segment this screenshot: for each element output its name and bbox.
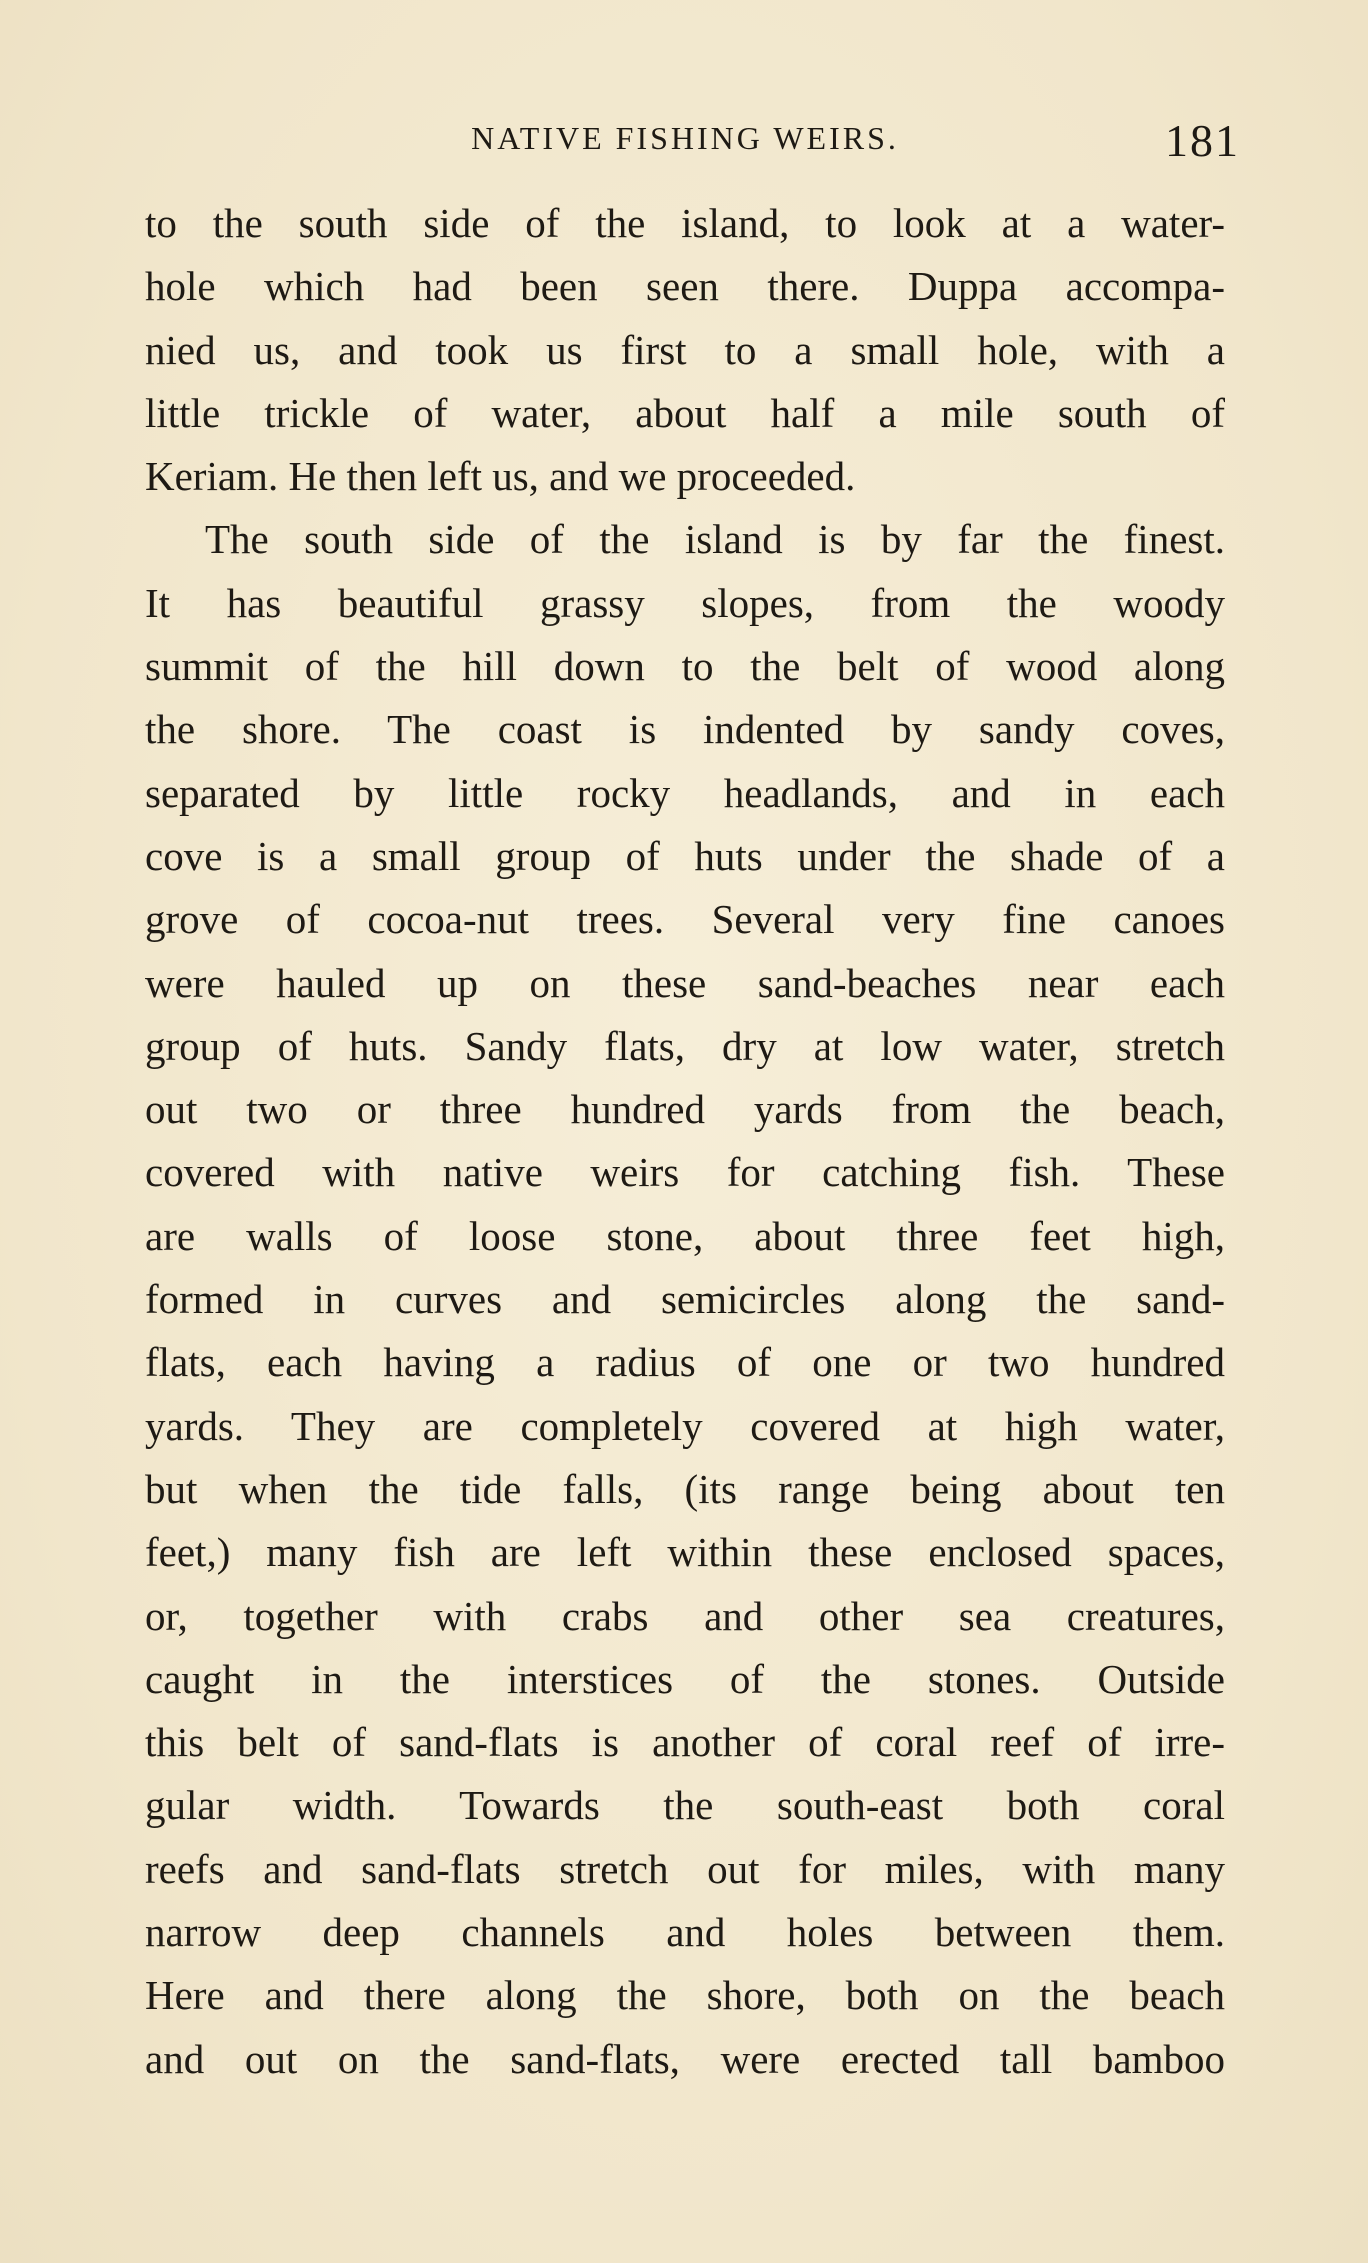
text-line: Keriam. He then left us, and we proceeded. <box>145 453 856 500</box>
text-line: It has beautiful grassy slopes, from the woody <box>145 579 1225 626</box>
text-line: group of huts. Sandy flats, dry at low water, stretch <box>145 1022 1225 1069</box>
text-line: separated by little rocky headlands, and in each <box>145 769 1225 816</box>
text-line: formed in curves and semicircles along the sand- <box>145 1276 1225 1323</box>
text-line: yards. They are completely covered at high water, <box>145 1402 1225 1449</box>
text-line: this belt of sand-flats is another of coral reef of irre- <box>145 1719 1225 1766</box>
text-line: narrow deep channels and holes between them. <box>145 1909 1225 1956</box>
text-line: are walls of loose stone, about three feet high, <box>145 1212 1225 1259</box>
text-line: little trickle of water, about half a mile south of <box>145 389 1225 436</box>
text-line: cove is a small group of huts under the shade of a <box>145 832 1225 879</box>
text-line: nied us, and took us first to a small hole, with a <box>145 326 1225 373</box>
text-line: to the south side of the island, to look at a water- <box>145 200 1225 246</box>
text-line: flats, each having a radius of one or two hundred <box>145 1339 1225 1386</box>
text-line: Here and there along the shore, both on the beach <box>145 1972 1225 2019</box>
text-line: reefs and sand-flats stretch out for miles, with many <box>145 1845 1225 1892</box>
text-line: and out on the sand-flats, were erected tall bamboo <box>145 2035 1225 2082</box>
running-head-title: NATIVE FISHING WEIRS. <box>471 120 899 156</box>
running-head <box>130 115 1240 168</box>
text-line: caught in the interstices of the stones. Outside <box>145 1655 1225 1702</box>
text-line: summit of the hill down to the belt of wood along <box>145 643 1225 690</box>
text-line: feet,) many fish are left within these enclosed spaces, <box>145 1529 1225 1576</box>
text-line: were hauled up on these sand-beaches near each <box>145 959 1225 1006</box>
text-line: the shore. The coast is indented by sandy coves, <box>145 706 1225 753</box>
page-number: 181 <box>1165 115 1240 166</box>
text-line: covered with native weirs for catching fish. These <box>145 1149 1225 1196</box>
text-line: hole which had been seen there. Duppa accompa- <box>145 263 1225 310</box>
text-line: grove of cocoa-nut trees. Several very fine canoes <box>145 896 1225 943</box>
text-line: or, together with crabs and other sea creatures, <box>145 1592 1225 1639</box>
text-line: The south side of the island is by far the finest. <box>205 516 1225 563</box>
body-text <box>145 192 1225 2091</box>
text-line: out two or three hundred yards from the beach, <box>145 1086 1225 1133</box>
text-line: gular width. Towards the south-east both coral <box>145 1782 1225 1829</box>
text-line: but when the tide falls, (its range being about ten <box>145 1465 1225 1512</box>
